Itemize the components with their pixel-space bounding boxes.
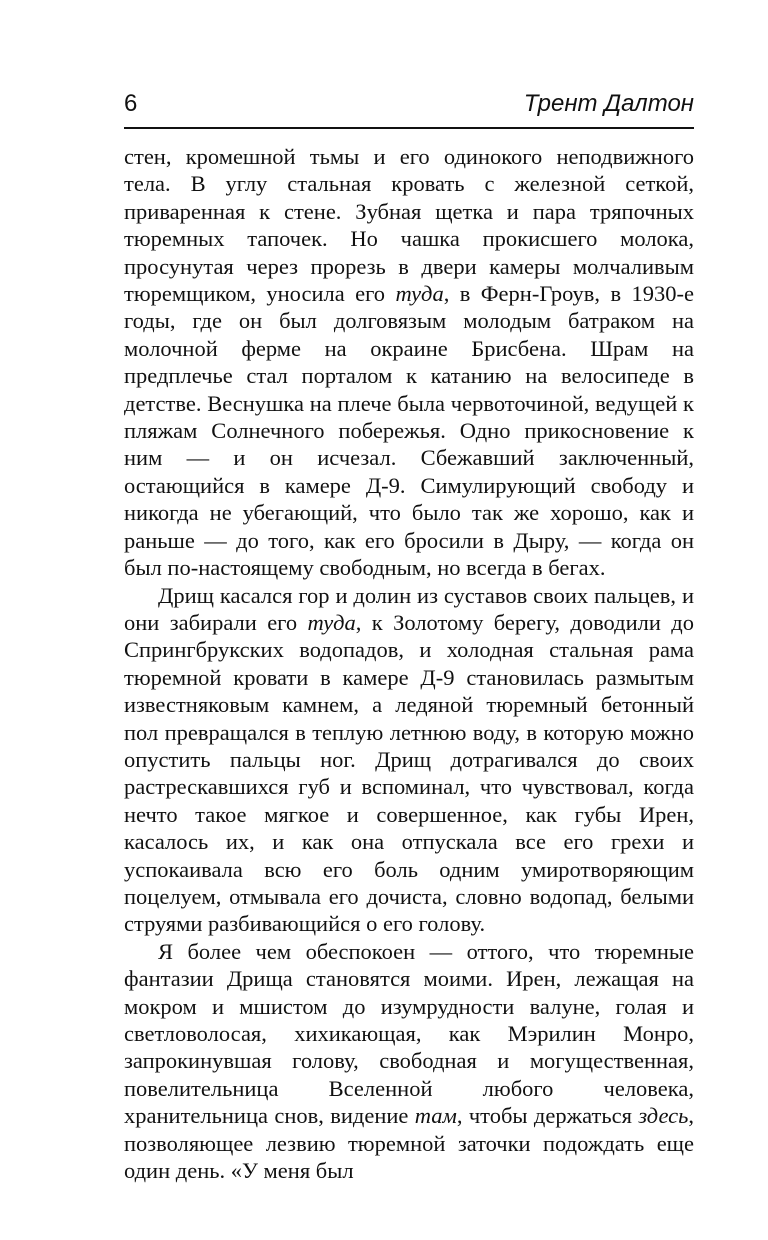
text-run: , чтобы держаться bbox=[456, 1103, 639, 1129]
italic-text-run: туда bbox=[395, 281, 444, 307]
body-text bbox=[124, 143, 694, 1184]
italic-text-run: туда bbox=[307, 609, 356, 635]
text-run: Дрищ касался гор и долин из суставов своих пальцев, и они забирали его bbox=[124, 582, 694, 635]
running-title: Трент Далтон bbox=[523, 90, 694, 117]
text-run: стен, кромешной тьмы и его одинокого неподвижного тела. В углу стальная кровать с железной сеткой, приваренная к стене. Зубная щетка и пара тряпочных тюремных тапочек. Но чашка прокисшего молока, просунутая через прорезь в двери камеры молчаливым тюремщиком, уносила его bbox=[124, 144, 694, 307]
paragraph bbox=[124, 143, 694, 582]
paragraph bbox=[124, 938, 694, 1185]
page-header bbox=[124, 84, 694, 124]
text-run: , позволяющее лезвию тюремной заточки подождать еще один день. «У меня был bbox=[124, 1103, 694, 1184]
text-run: , в Ферн-Гроув, в 1930-е годы, где он был долговязым молодым батраком на молочной ферме на окраине Брисбена. Шрам на предплечье стал порталом к катанию на велосипеде в детстве. Веснушка на плече была червоточиной, ведущей к пляжам Солнечного побережья. Одно прикосновение к ним — и он исчезал. Сбежавший заключенный, остающийся в камере Д-9. Симулирующий свободу и никогда не убегающий, что было так же хорошо, как и раньше — до того, как его бросили в Дыру, — когда он был по-настоящему свободным, но всегда в бегах. bbox=[124, 281, 694, 581]
page-number: 6 bbox=[124, 90, 138, 117]
text-run: Я более чем обеспокоен — оттого, что тюремные фантазии Дрища становятся моими. Ирен, лежащая на мокром и мшистом до изумрудности валуне, голая и светловолосая, хихикающая, как Мэрилин Монро, запрокинувшая голову, свободная и могущественная, повелительница Вселенной любого человека, хранительница снов, видение bbox=[124, 938, 694, 1129]
paragraph bbox=[124, 582, 694, 938]
italic-text-run: там bbox=[414, 1103, 457, 1129]
italic-text-run: здесь bbox=[638, 1103, 689, 1129]
text-run: , к Золотому берегу, доводили до Спрингбрукских водопадов, и холодная стальная рама тюремной кровати в камере Д-9 становилась размытым известняковым камнем, а ледяной тюремный бетонный пол превращался в теплую летнюю воду, в которую можно опустить пальцы ног. Дрищ дотрагивался до своих растрескавшихся губ и вспоминал, что чувствовал, когда нечто такое мягкое и совершенное, как губы Ирен, касалось их, и как она отпускала все его грехи и успокаивала всю его боль одним умиротворяющим поцелуем, отмывала его дочиста, словно водопад, белыми струями разбивающийся о его голову. bbox=[124, 609, 694, 937]
header-rule bbox=[124, 127, 694, 129]
